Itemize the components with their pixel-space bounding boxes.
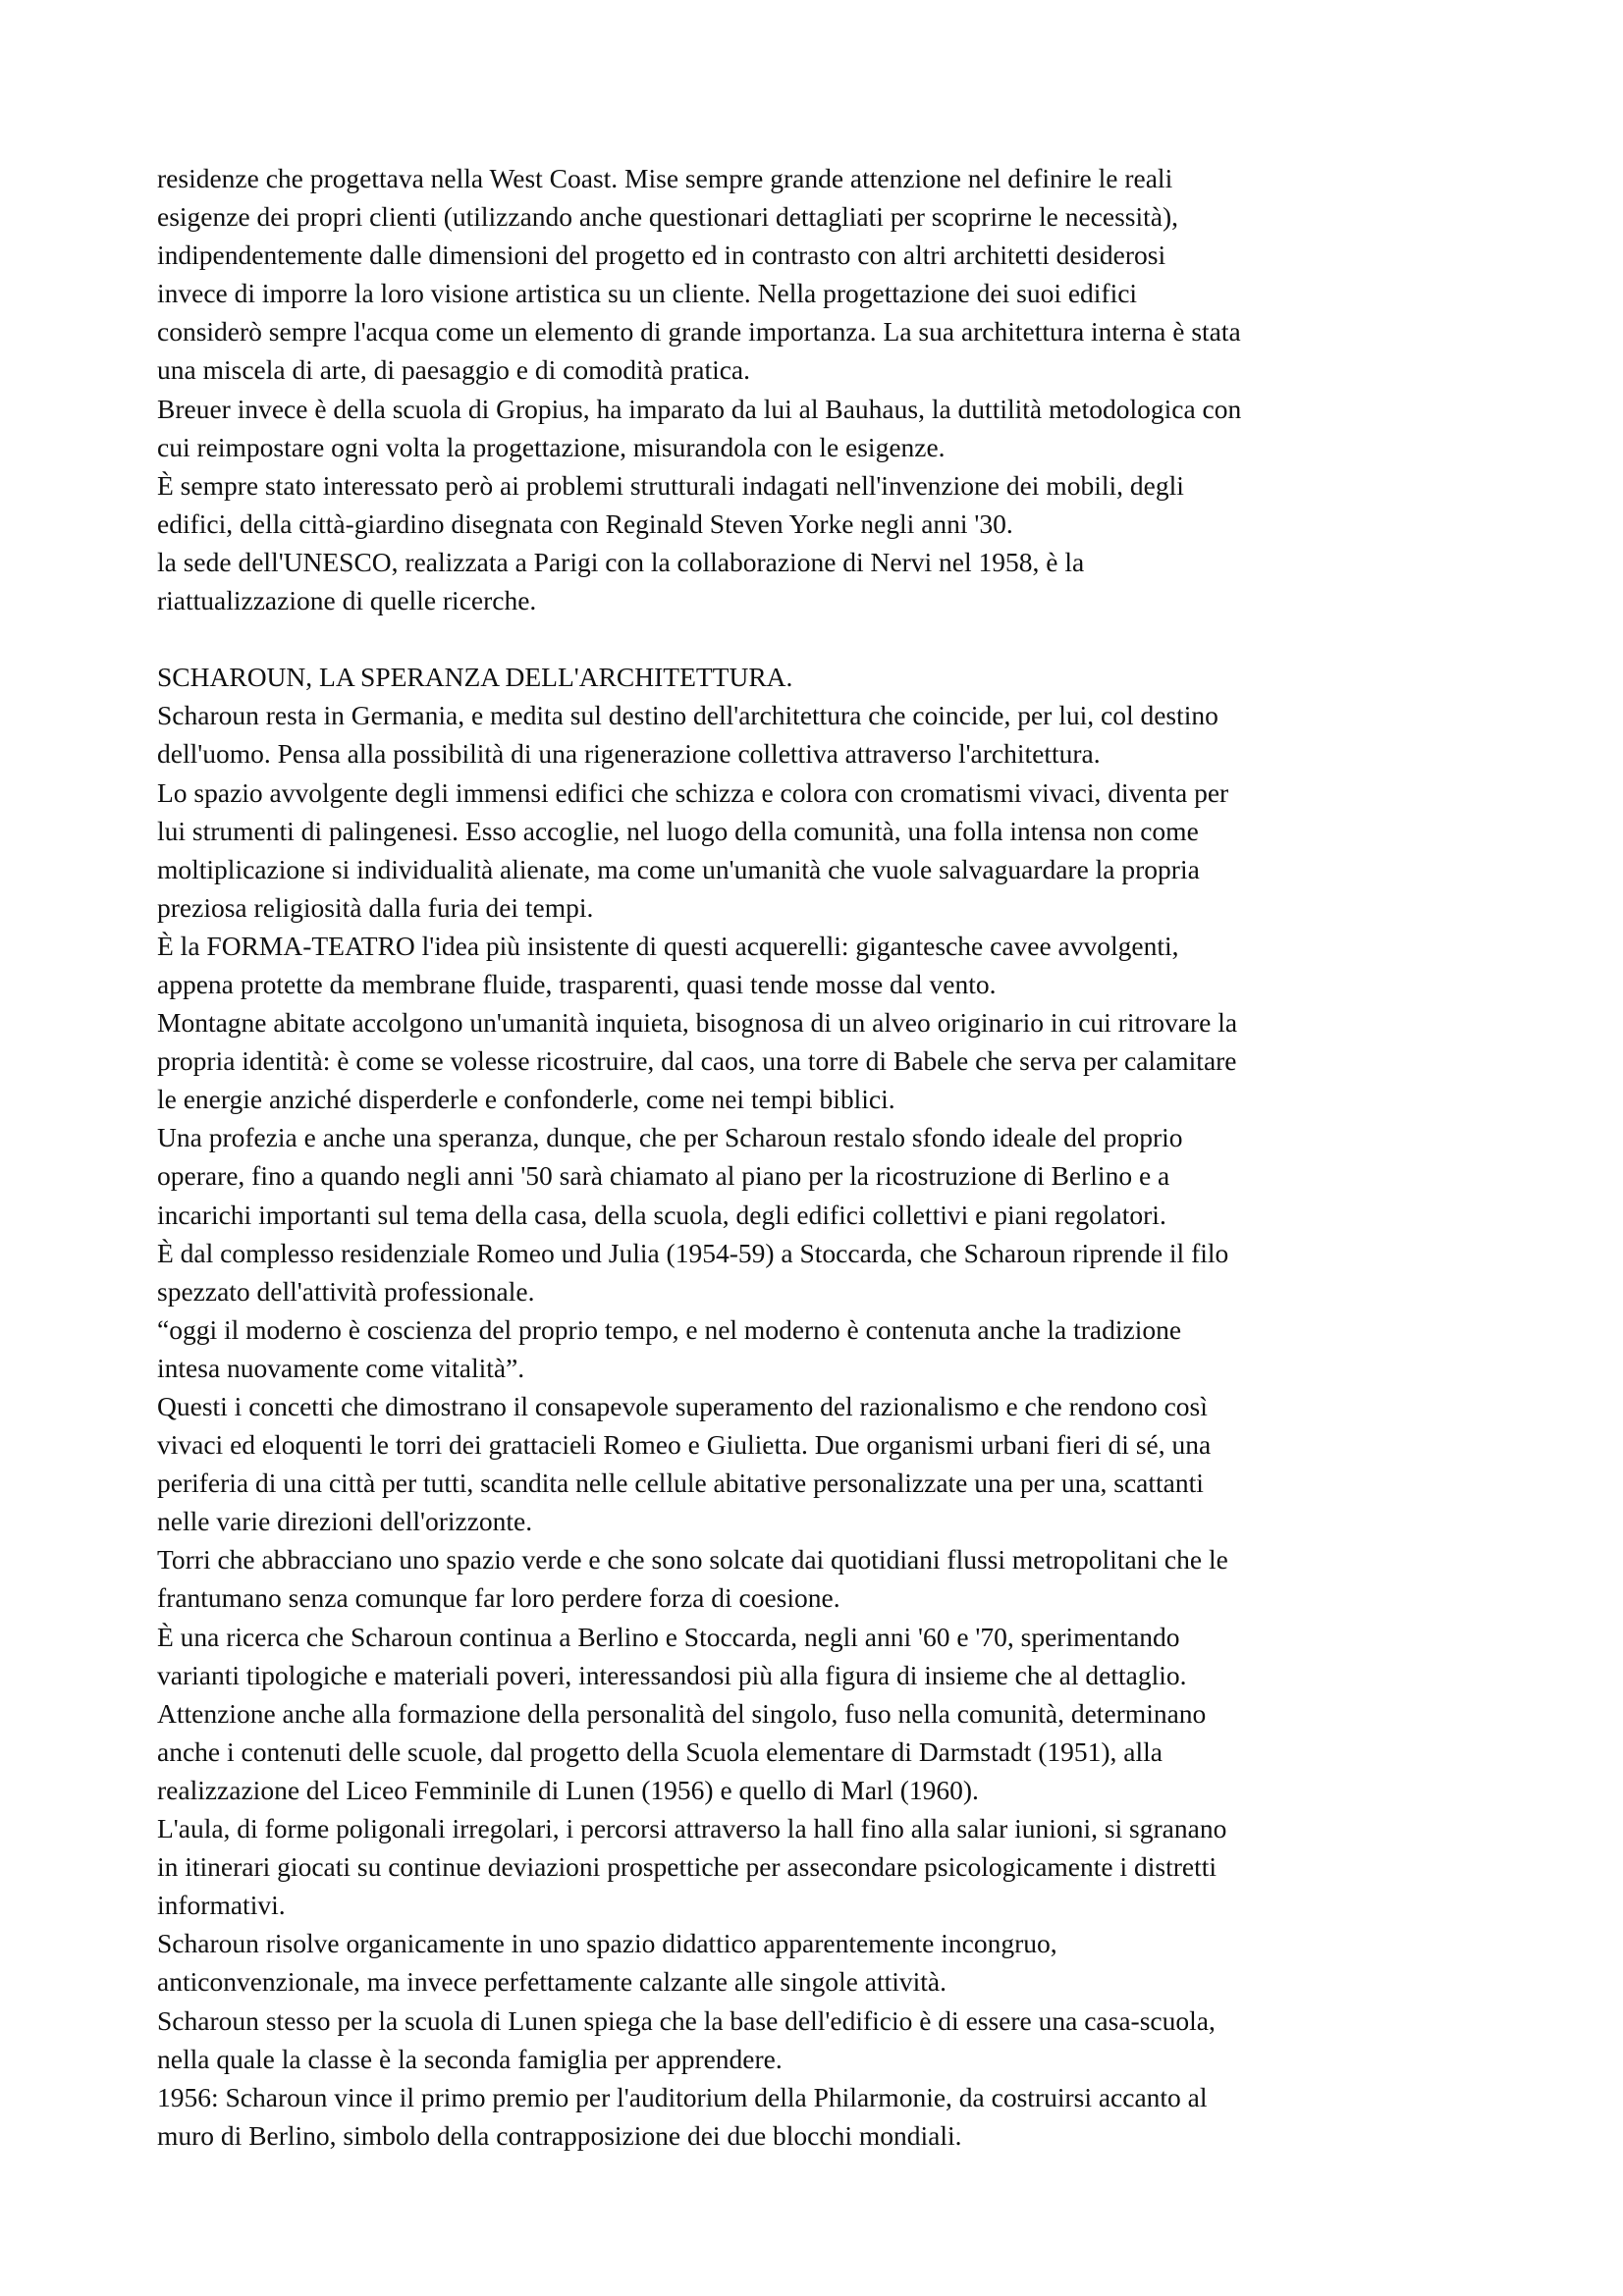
text-line: residenze che progettava nella West Coast. Mise sempre grande attenzione nel definire le reali [157,163,1173,193]
text-line: una miscela di arte, di paesaggio e di comodità pratica. [157,354,751,386]
document-text [157,159,1492,2155]
text-line: periferia di una città per tutti, scandita nelle cellule abitative personalizzate una per una, scattanti [157,1468,1204,1499]
text-line: nella quale la classe è la seconda famiglia per apprendere. [157,2043,783,2074]
text-line: Attenzione anche alla formazione della personalità del singolo, fuso nella comunità, determinano [157,1697,1207,1729]
text-line: varianti tipologiche e materiali poveri, interessandosi più alla figura di insieme che al dettaglio. [157,1659,1187,1690]
text-line: Montagne abitate accolgono un'umanità inquieta, bisognosa di un alveo originario in cui ritrovare la [157,1007,1238,1039]
text-line: Questi i concetti che dimostrano il consapevole superamento del razionalismo e che rendono così [157,1391,1208,1421]
text-line: riattualizzazione di quelle ricerche. [157,585,537,616]
text-line: in itinerari giocati su continue deviazioni prospettiche per assecondare psicologicamente i distretti [157,1851,1217,1883]
text-line: moltiplicazione si individualità alienate, ma come un'umanità che vuole salvaguardare la propria [157,853,1200,884]
text-line: È la FORMA-TEATRO l'idea più insistente di questi acquerelli: gigantesche cavee avvolgenti, [157,930,1179,961]
text-line: “oggi il moderno è coscienza del proprio tempo, e nel moderno è contenuta anche la tradizione [157,1313,1182,1345]
text-line: indipendentemente dalle dimensioni del progetto ed in contrasto con altri architetti desiderosi [157,240,1166,271]
text-line: 1956: Scharoun vince il primo premio per l'auditorium della Philarmonie, da costruirsi accanto al [157,2081,1208,2112]
text-line: Una profezia e anche una speranza, dunque, che per Scharoun restalo sfondo ideale del proprio [157,1122,1183,1153]
text-line: propria identità: è come se volesse ricostruire, dal caos, una torre di Babele che serva per calamitare [157,1045,1237,1077]
section-heading: SCHAROUN, LA SPERANZA DELL'ARCHITETTURA. [157,662,793,693]
text-line: informativi. [157,1890,286,1921]
text-line: È sempre stato interessato però ai problemi strutturali indagati nell'invenzione dei mobili, degli [157,469,1184,501]
text-line: muro di Berlino, simbolo della contrapposizione dei due blocchi mondiali. [157,2119,962,2151]
text-line: È una ricerca che Scharoun continua a Berlino e Stoccarda, negli anni '60 e '70, sperimentando [157,1621,1180,1652]
text-line: realizzazione del Liceo Femminile di Lunen (1956) e quello di Marl (1960). [157,1774,979,1805]
text-line: Scharoun risolve organicamente in uno spazio didattico apparentemente incongruo, [157,1928,1057,1959]
text-line: operare, fino a quando negli anni '50 sarà chiamato al piano per la ricostruzione di Berlino e a [157,1160,1170,1192]
text-line: Lo spazio avvolgente degli immensi edifici che schizza e colora con cromatismi vivaci, diventa per [157,776,1229,808]
text-line: È dal complesso residenziale Romeo und Julia (1954-59) a Stoccarda, che Scharoun riprende il filo [157,1237,1229,1268]
text-line: Scharoun resta in Germania, e medita sul destino dell'architettura che coincide, per lui, col destino [157,700,1218,731]
text-line: vivaci ed eloquenti le torri dei grattacieli Romeo e Giulietta. Due organismi urbani fieri di sé, una [157,1429,1212,1461]
text-line: L'aula, di forme poligonali irregolari, i percorsi attraverso la hall fino alla salar iunioni, si sgranano [157,1813,1227,1844]
text-line: le energie anziché disperderle e confonderle, come nei tempi biblici. [157,1084,895,1115]
text-line: Breuer invece è della scuola di Gropius, ha imparato da lui al Bauhaus, la duttilità metodologica con [157,393,1242,424]
text-line: edifici, della città-giardino disegnata con Reginald Steven Yorke negli anni '30. [157,507,1013,539]
text-line: Scharoun stesso per la scuola di Lunen spiega che la base dell'edificio è di essere una casa-scuola, [157,2004,1216,2036]
text-line: preziosa religiosità dalla furia dei tempi. [157,891,594,923]
text-line: incarichi importanti sul tema della casa, della scuola, degli edifici collettivi e piani regolatori. [157,1199,1166,1230]
text-line: Torri che abbracciano uno spazio verde e che sono solcate dai quotidiani flussi metropolitani che le [157,1544,1228,1575]
text-line: appena protette da membrane fluide, trasparenti, quasi tende mosse dal vento. [157,968,997,999]
text-line: spezzato dell'attività professionale. [157,1275,535,1307]
text-line: anche i contenuti delle scuole, dal progetto della Scuola elementare di Darmstadt (1951), alla [157,1735,1163,1767]
blank-line [157,619,1492,658]
text-line: esigenze dei propri clienti (utilizzando anche questionari dettagliati per scoprirne le necessità), [157,201,1178,233]
text-line: anticonvenzionale, ma invece perfettamente calzante alle singole attività. [157,1966,947,1998]
text-line: cui reimpostare ogni volta la progettazione, misurandola con le esigenze. [157,431,946,462]
text-line: la sede dell'UNESCO, realizzata a Parigi con la collaborazione di Nervi nel 1958, è la [157,546,1085,577]
text-line: lui strumenti di palingenesi. Esso accoglie, nel luogo della comunità, una folla intensa non come [157,815,1199,846]
text-line: nelle varie direzioni dell'orizzonte. [157,1506,533,1537]
text-line: frantumano senza comunque far loro perdere forza di coesione. [157,1582,840,1614]
text-line: invece di imporre la loro visione artistica su un cliente. Nella progettazione dei suoi edifici [157,278,1138,309]
text-line: dell'uomo. Pensa alla possibilità di una rigenerazione collettiva attraverso l'architettura. [157,738,1101,770]
text-line: considerò sempre l'acqua come un elemento di grande importanza. La sua architettura interna è stata [157,316,1241,347]
text-line: intesa nuovamente come vitalità”. [157,1352,525,1383]
